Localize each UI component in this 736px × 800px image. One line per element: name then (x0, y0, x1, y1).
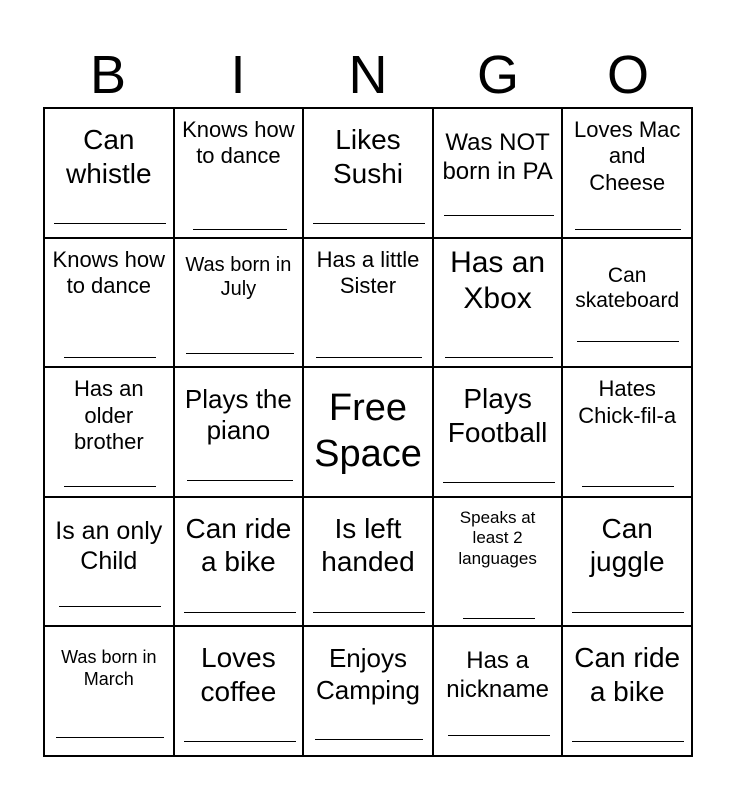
cell-text: Free Space (314, 387, 422, 475)
cell-text: Is left handed (321, 512, 415, 578)
signature-line (64, 486, 156, 487)
signature-line (315, 739, 423, 740)
bingo-cell[interactable] (303, 108, 433, 238)
bingo-cell[interactable] (433, 367, 563, 497)
bingo-header (43, 44, 693, 106)
signature-line (582, 486, 674, 487)
signature-line (575, 229, 681, 230)
cell-text: Speaks at least 2 languages (458, 507, 537, 568)
cell-text: Loves coffee (200, 642, 277, 707)
signature-line (184, 741, 296, 742)
bingo-cell[interactable] (562, 108, 692, 238)
cell-text: Has a nickname (446, 647, 549, 704)
signature-line (56, 737, 164, 738)
signature-line (444, 215, 554, 216)
cell-text: Can ride a bike (185, 512, 292, 578)
bingo-cell[interactable] (562, 367, 692, 497)
signature-line (64, 357, 156, 358)
bingo-cell[interactable] (174, 367, 304, 497)
bingo-cell[interactable] (433, 108, 563, 238)
bingo-grid (43, 107, 693, 757)
cell-text: Knows how to dance (182, 117, 295, 169)
signature-line (448, 735, 550, 736)
cell-text: Plays the piano (184, 384, 292, 446)
cell-text: Hates Chick-fil-a (578, 376, 677, 428)
header-letter-g: G (476, 45, 519, 105)
cell-text: Was born in July (185, 253, 292, 300)
signature-line (54, 223, 166, 224)
cell-text: Likes Sushi (332, 124, 404, 189)
signature-line (184, 612, 296, 613)
bingo-cell[interactable] (562, 238, 692, 368)
bingo-cell[interactable] (44, 367, 174, 497)
cell-text: Was born in March (61, 647, 157, 689)
header-letter-o: O (606, 45, 649, 105)
signature-line (577, 341, 679, 342)
cell-text: Has an older brother (73, 376, 144, 454)
bingo-cell[interactable] (174, 108, 304, 238)
cell-text: Can whistle (66, 124, 152, 189)
bingo-cell[interactable] (174, 626, 304, 756)
signature-line (187, 480, 293, 481)
bingo-cell[interactable] (303, 497, 433, 627)
cell-text: Knows how to dance (52, 246, 166, 298)
cell-text: Was NOT born in PA (442, 129, 553, 185)
signature-line (463, 618, 535, 619)
cell-text: Has a little Sister (316, 246, 420, 298)
signature-line (572, 741, 684, 742)
signature-line (445, 357, 553, 358)
signature-line (316, 357, 422, 358)
bingo-cell[interactable] (562, 497, 692, 627)
signature-line (572, 612, 684, 613)
cell-text: Can ride a bike (574, 642, 681, 707)
free-space-cell[interactable] (303, 367, 433, 497)
cell-text: Has an Xbox (450, 245, 546, 315)
cell-text: Plays Football (447, 383, 548, 448)
cell-text: Loves Mac and Cheese (574, 117, 681, 195)
bingo-cell[interactable] (174, 238, 304, 368)
cell-text: Can skateboard (575, 263, 680, 312)
bingo-cell[interactable] (44, 626, 174, 756)
signature-line (186, 353, 294, 354)
bingo-cell[interactable] (433, 497, 563, 627)
header-letter-b: B (89, 45, 127, 105)
bingo-cell[interactable] (303, 626, 433, 756)
bingo-cell[interactable] (303, 238, 433, 368)
signature-line (443, 482, 555, 483)
cell-text: Enjoys Camping (315, 643, 421, 705)
bingo-cell[interactable] (174, 497, 304, 627)
signature-line (59, 606, 161, 607)
signature-line (193, 229, 287, 230)
cell-text: Can juggle (589, 512, 665, 578)
signature-line (313, 612, 425, 613)
cell-text: Is an only Child (55, 516, 163, 575)
bingo-cell[interactable] (433, 238, 563, 368)
bingo-cell[interactable] (44, 238, 174, 368)
bingo-cell[interactable] (433, 626, 563, 756)
bingo-cell[interactable] (562, 626, 692, 756)
header-letter-i: I (230, 45, 246, 105)
header-letter-n: N (348, 45, 388, 105)
signature-line (313, 223, 425, 224)
bingo-cell[interactable] (44, 497, 174, 627)
bingo-cell[interactable] (44, 108, 174, 238)
